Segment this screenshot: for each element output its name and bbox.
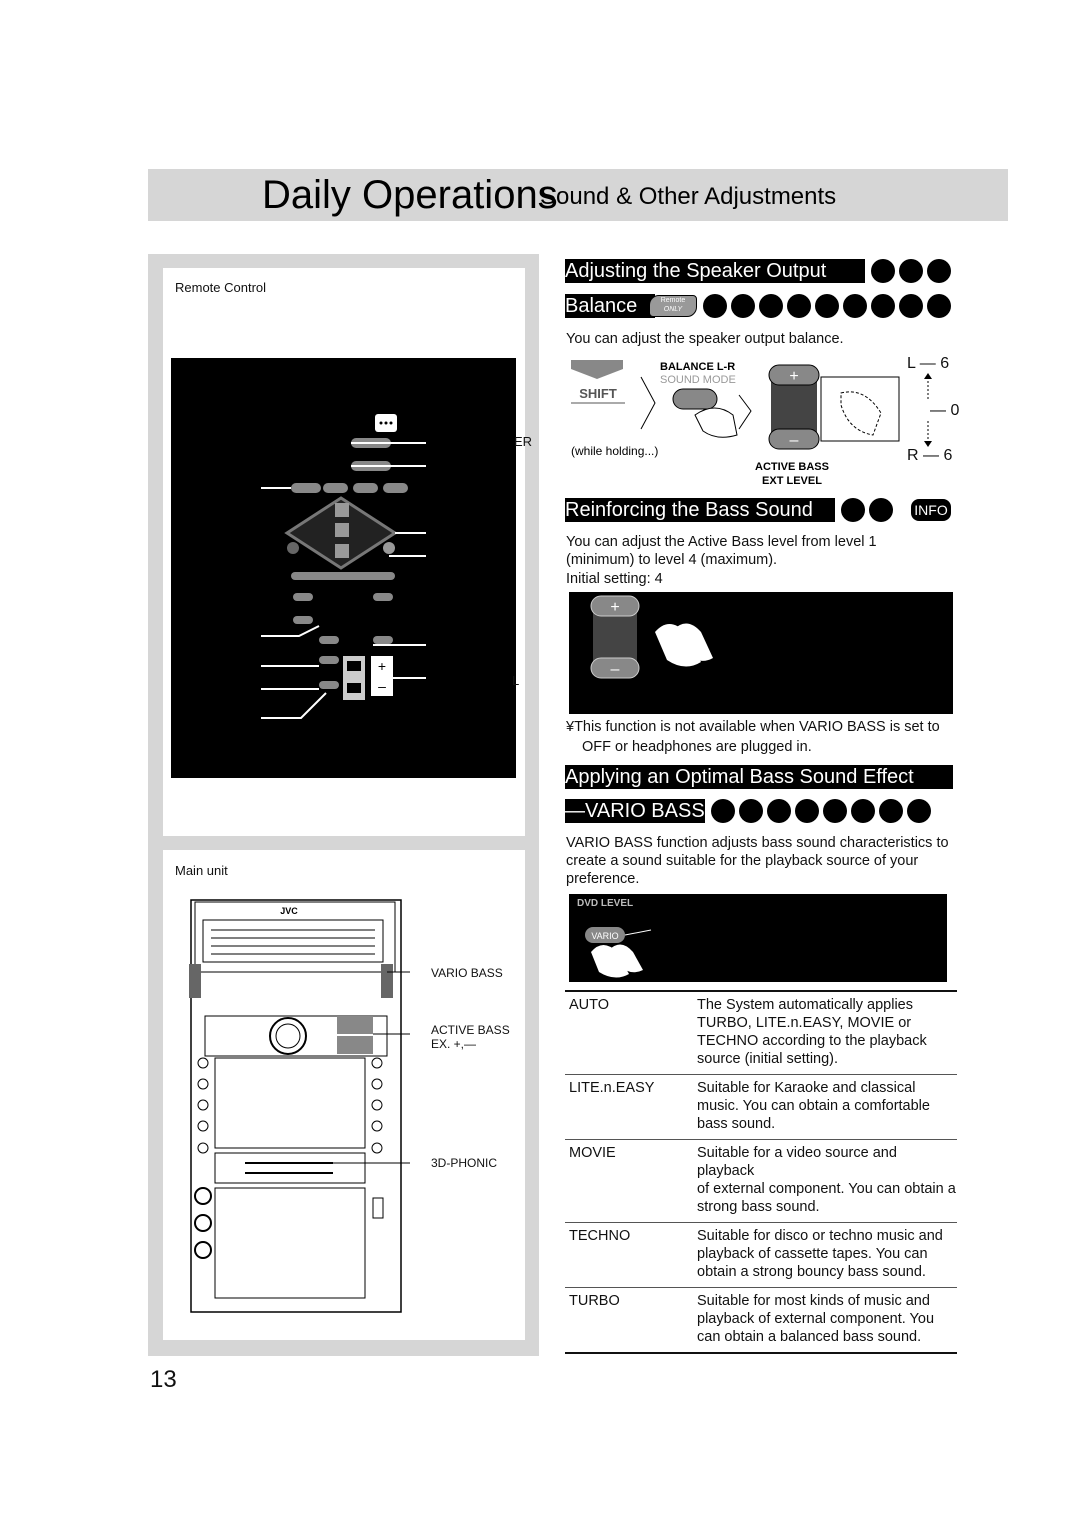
- table-row: [565, 1140, 957, 1223]
- heading-dot: [879, 799, 903, 823]
- shift-label: SHIFT: [579, 386, 617, 401]
- desc-line: TURBO, LITE.n.EASY, MOVIE or: [697, 1015, 912, 1031]
- heading-dot: [899, 259, 923, 283]
- main-unit-panel: [163, 850, 525, 1340]
- remote-fragment-er: ER: [514, 434, 533, 449]
- active-bass-minus: –: [610, 661, 620, 678]
- desc-line: Suitable for disco or techno music and: [697, 1228, 943, 1244]
- mode-description: [697, 1292, 957, 1346]
- vario-button-label: VARIO: [591, 931, 619, 941]
- desc-line: playback of external component. You: [697, 1311, 935, 1327]
- mode-name: MOVIE: [569, 1145, 616, 1161]
- table-row: [565, 1288, 957, 1352]
- desc-line: of external component. You can obtain a: [697, 1181, 956, 1197]
- heading-dot: [899, 294, 923, 318]
- heading-dot: [703, 294, 727, 318]
- mode-description: [697, 1079, 957, 1133]
- remote-plus: +: [377, 658, 387, 674]
- remote-fragment-l: L: [512, 673, 520, 688]
- note-line2: OFF or headphones are plugged in.: [582, 739, 812, 755]
- heading-dot: [927, 294, 951, 318]
- remote-control-illustration: [171, 358, 533, 778]
- heading-dot: [731, 294, 755, 318]
- remote-control-label: Remote Control: [175, 280, 267, 295]
- heading-dot: [787, 294, 811, 318]
- desc-line: playback of cassette tapes. You can: [697, 1246, 928, 1262]
- heading-dot: [815, 294, 839, 318]
- balance-label: BALANCE L-R: [660, 361, 736, 373]
- heading-dot: [739, 799, 763, 823]
- mode-name: TURBO: [569, 1293, 620, 1309]
- desc-line: music. You can obtain a comfortable: [697, 1098, 930, 1114]
- heading-dot: [907, 799, 931, 823]
- remote-minus: –: [378, 678, 386, 694]
- remote-control-panel: [163, 268, 533, 836]
- desc-line: Suitable for a video source and playback: [697, 1145, 897, 1179]
- badge-bottom-text: ONLY: [663, 306, 683, 313]
- note-line1: ¥This function is not available when VARIO BASS is set to: [566, 719, 940, 735]
- vario-desc3: preference.: [566, 871, 640, 887]
- section1-heading-text1: Adjusting the Speaker Output: [565, 260, 827, 282]
- table-row: [565, 1223, 957, 1288]
- heading-dot: [759, 294, 783, 318]
- heading-dot: [871, 294, 895, 318]
- heading-dot: [795, 799, 819, 823]
- mode-name: TECHNO: [569, 1228, 631, 1244]
- badge-top-text: Remote: [660, 297, 686, 304]
- mode-name: AUTO: [569, 997, 610, 1013]
- vario-bass-callout: VARIO BASS: [431, 966, 503, 980]
- active-bass-desc1: You can adjust the Active Bass level from level 1: [566, 534, 877, 550]
- heading-dot: [823, 799, 847, 823]
- section2-heading-text: Reinforcing the Bass Sound: [565, 499, 813, 521]
- page-title: Daily Operations: [262, 173, 558, 217]
- section1-heading-text2: Balance: [565, 295, 638, 317]
- sound-mode-label: SOUND MODE: [660, 374, 736, 386]
- balance-intro: You can adjust the speaker output balance.: [566, 331, 844, 347]
- initial-setting: Initial setting: 4: [566, 571, 663, 587]
- heading-dot: [841, 498, 865, 522]
- active-bass-desc2: (minimum) to level 4 (maximum).: [566, 552, 778, 568]
- brand-label: JVC: [280, 906, 298, 916]
- balance-minus: –: [789, 432, 799, 449]
- mode-description: [697, 996, 957, 1068]
- section3-heading-text1: Applying an Optimal Bass Sound Effect: [565, 766, 914, 788]
- mode-description: [697, 1144, 957, 1216]
- desc-line: Suitable for most kinds of music and: [697, 1293, 930, 1309]
- desc-line: TECHNO according to the playback: [697, 1033, 927, 1049]
- table-row: [565, 1075, 957, 1140]
- heading-dot: [711, 799, 735, 823]
- heading-dot: [843, 294, 867, 318]
- scale-zero: — 0: [930, 402, 960, 419]
- heading-dot: [869, 498, 893, 522]
- active-bass-illustration: [569, 592, 953, 714]
- heading-dot: [767, 799, 791, 823]
- scale-r: R — 6: [907, 447, 953, 464]
- desc-line: obtain a strong bouncy bass sound.: [697, 1264, 926, 1280]
- active-bass-callout: ACTIVE BASS: [431, 1023, 510, 1037]
- desc-line: bass sound.: [697, 1116, 776, 1132]
- main-unit-illustration: [185, 898, 410, 1338]
- info-badge: INFO: [911, 499, 951, 521]
- mode-description: [697, 1227, 957, 1281]
- page-number: 13: [150, 1366, 177, 1393]
- section1-heading-line2: [565, 294, 953, 318]
- desc-line: strong bass sound.: [697, 1199, 820, 1215]
- dvd-level-label: DVD LEVEL: [577, 898, 634, 909]
- table-row: [565, 992, 957, 1075]
- ext-level-label: EXT LEVEL: [762, 475, 822, 487]
- section3-heading-line2: [565, 799, 953, 823]
- desc-line: can obtain a balanced bass sound.: [697, 1329, 922, 1345]
- ex-callout: EX. +,—: [431, 1037, 477, 1051]
- active-bass-plus: +: [610, 599, 620, 616]
- heading-dot: [851, 799, 875, 823]
- desc-line: The System automatically applies: [697, 997, 914, 1013]
- while-holding-label: (while holding...): [571, 444, 659, 458]
- section1-heading-line1: [565, 259, 953, 283]
- section3-heading-line1: [565, 765, 953, 789]
- vario-desc2: create a sound suitable for the playback source of your: [566, 853, 919, 869]
- phonic-callout: 3D-PHONIC: [431, 1156, 498, 1170]
- desc-line: Suitable for Karaoke and classical: [697, 1080, 916, 1096]
- main-unit-label: Main unit: [175, 863, 228, 878]
- active-bass-label: ACTIVE BASS: [755, 461, 829, 473]
- balance-illustration: [565, 355, 965, 490]
- mode-name: LITE.n.EASY: [569, 1080, 655, 1096]
- section2-heading: [565, 498, 953, 522]
- heading-dot: [927, 259, 951, 283]
- remote-only-badge: [649, 295, 697, 317]
- desc-line: source (initial setting).: [697, 1051, 839, 1067]
- section3-heading-text2: —VARIO BASS: [565, 800, 705, 822]
- scale-l: L — 6: [907, 355, 950, 372]
- page-subtitle: Sound & Other Adjustments: [540, 183, 837, 210]
- vario-bass-table: [565, 990, 957, 1354]
- vario-desc1: VARIO BASS function adjusts bass sound characteristics to: [566, 835, 949, 851]
- balance-plus: +: [789, 368, 799, 385]
- heading-dot: [871, 259, 895, 283]
- vario-illustration: [569, 894, 949, 982]
